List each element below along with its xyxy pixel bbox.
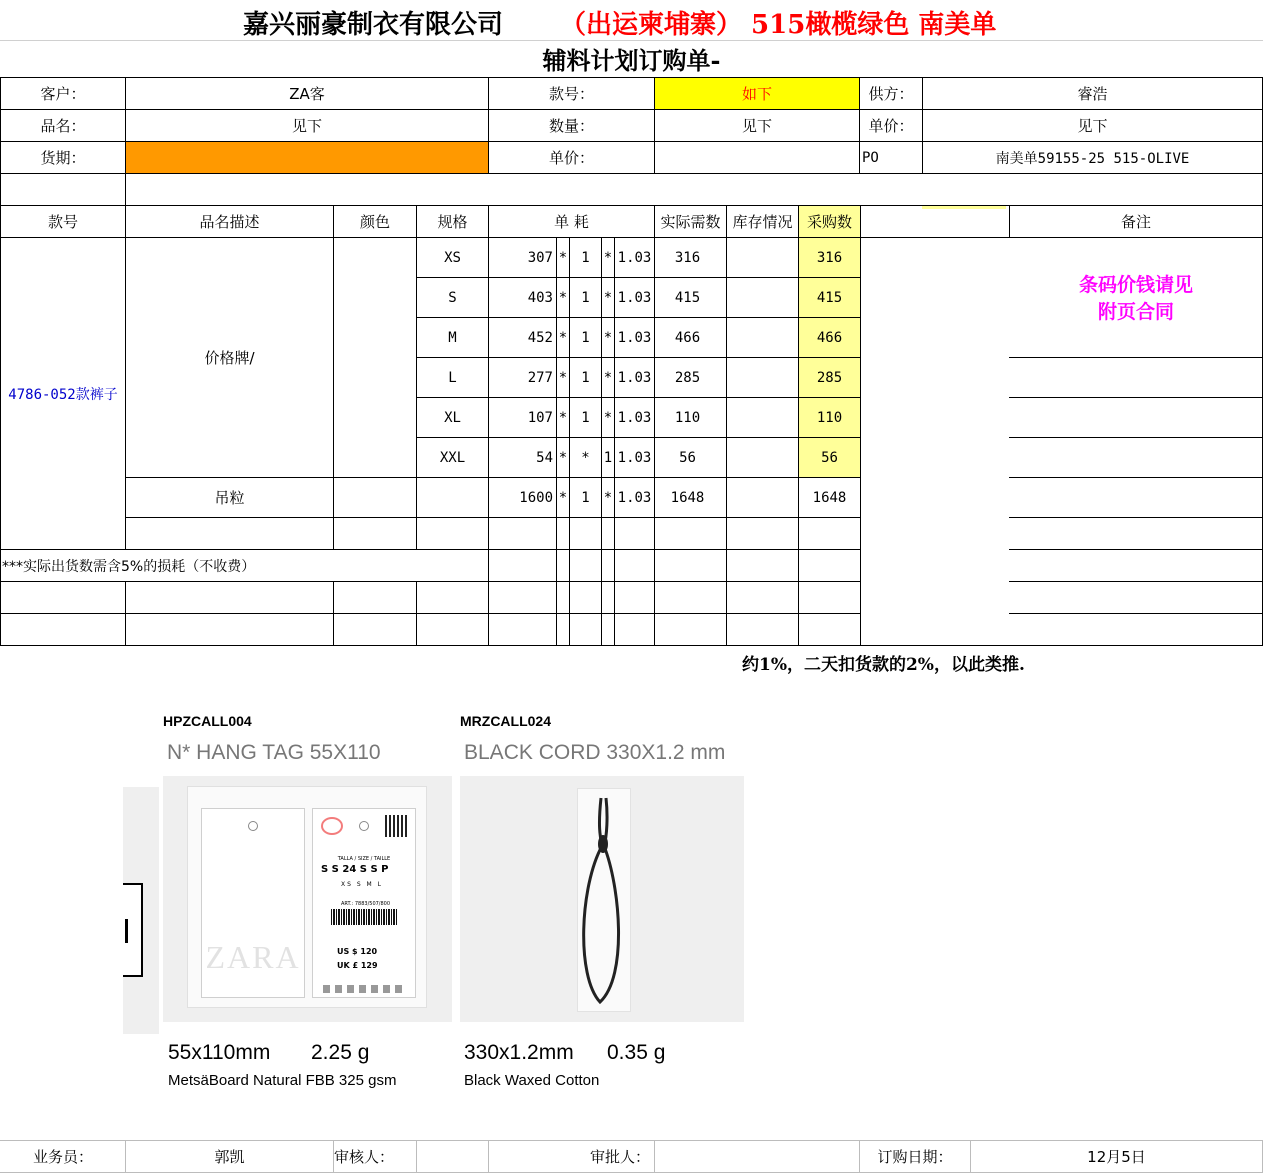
col-header-size: 规格 (437, 213, 468, 231)
brand-watermark: ZARA (205, 939, 301, 975)
actual-cell: 285 (674, 369, 701, 386)
company-name: 嘉兴丽豪制衣有限公司 (243, 10, 504, 40)
remark-line-2: 附页合同 (1097, 301, 1174, 323)
salesman-label: 业务员： (32, 1148, 93, 1166)
product-name-1: N* HANG TAG 55X110 (167, 741, 381, 764)
actual-cell: 415 (674, 289, 701, 306)
multiplier-cell: 1 (581, 369, 590, 386)
tag-size-header: TALLA / SIZE / TAILLE (337, 856, 391, 862)
actual-cell: 110 (674, 409, 701, 426)
size-cell: XXL (439, 449, 466, 466)
tag-size-row: S S 24 S S P (321, 864, 389, 875)
order-date-value: 12月5日 (1087, 1148, 1146, 1166)
hang-tag-image (163, 776, 452, 1022)
style-label: 款号： (548, 85, 594, 103)
multiplier-cell: 1 (581, 289, 590, 306)
product-weight-1: 2.25 g (311, 1041, 370, 1064)
remark-note (1010, 272, 1262, 326)
factor-cell: 1.03 (617, 289, 652, 306)
shipment-route: （出运柬埔寨） 515橄榄绿色 南美单 (560, 10, 997, 40)
product-code-1: HPZCALL004 (163, 713, 252, 729)
order-qty-cell: 107 (527, 409, 553, 426)
price-label: 单价： (548, 149, 594, 167)
multiplier-cell: 1 (581, 329, 590, 346)
product-code-2: MRZCALL024 (460, 713, 552, 729)
hang-actual: 1648 (670, 489, 705, 506)
purchase-cell: 110 (799, 398, 860, 437)
quantity-value: 见下 (741, 117, 772, 135)
product-size-2: 330x1.2mm (464, 1041, 574, 1064)
yellow-fragment (922, 206, 1006, 209)
operator-cell: * (558, 369, 568, 386)
unit-price-value: 见下 (1077, 117, 1108, 135)
tag-art-code: ART.: 7883/507/800 (341, 901, 391, 907)
style-code: 4786-052款裤子 (8, 386, 118, 403)
factor-cell: 1.03 (617, 369, 652, 386)
product-name-label: 品名： (40, 117, 86, 135)
operator-cell: * (558, 409, 568, 426)
delivery-value (126, 142, 488, 173)
left-image-fragment (123, 787, 159, 1034)
factor-cell: 1.03 (617, 329, 652, 346)
col-header-color: 颜色 (359, 213, 390, 231)
product-material-2: Black Waxed Cotton (464, 1072, 600, 1089)
product-weight-2: 0.35 g (607, 1041, 666, 1064)
remark-line-1: 条码价钱请见 (1078, 274, 1193, 296)
order-qty-cell: 403 (527, 289, 553, 306)
col-header-desc: 品名描述 (199, 213, 260, 231)
operator-cell: * (558, 449, 568, 466)
order-qty-cell: 307 (527, 249, 553, 266)
loss-note: ***实际出货数需含5%的损耗（不收费） (2, 558, 256, 575)
po-label: PO (862, 149, 879, 166)
operator-cell: * (558, 289, 568, 306)
col-header-style: 款号 (47, 213, 78, 231)
product-size-1: 55x110mm (168, 1041, 271, 1064)
multiplier-cell: 1 (581, 249, 590, 266)
order-qty-cell: 277 (527, 369, 553, 386)
cord-drawing (460, 776, 744, 1022)
factor-cell: 1.03 (617, 409, 652, 426)
style-value: 如下 (655, 78, 859, 109)
hang-qty: 1600 (519, 489, 553, 506)
hang-op-a: * (558, 489, 568, 506)
size-cell: XL (444, 409, 461, 426)
purchase-cell: 285 (799, 358, 860, 397)
reviewer-label: 审核人： (334, 1148, 395, 1166)
operator-cell: * (603, 369, 613, 386)
col-header-consumption: 单 耗 (554, 213, 589, 231)
operator-cell: * (603, 329, 613, 346)
form-title: 辅料计划订购单- (0, 40, 1263, 77)
tag-price-uk: UK £ 129 (337, 961, 378, 970)
tag-price-us: US $ 120 (337, 947, 378, 956)
operator-cell: * (558, 249, 568, 266)
col-header-stock: 库存情况 (732, 213, 793, 231)
size-cell: M (448, 329, 457, 346)
supplier-value: 睿浩 (1077, 85, 1108, 103)
salesman-value: 郭凯 (214, 1148, 245, 1166)
purchase-cell: 316 (799, 238, 860, 277)
product-material-1: MetsäBoard Natural FBB 325 gsm (168, 1072, 397, 1089)
item-hang-bead: 吊粒 (214, 489, 245, 507)
actual-cell: 466 (674, 329, 701, 346)
hang-factor: 1.03 (617, 489, 652, 506)
order-qty-cell: 452 (527, 329, 553, 346)
customer-label: 客户： (40, 85, 86, 103)
operator-cell: 1 (603, 449, 613, 466)
operator-cell: * (558, 329, 568, 346)
col-header-remark: 备注 (1120, 213, 1151, 231)
multiplier-cell: 1 (581, 409, 590, 426)
customer-value: ZA客 (289, 85, 325, 103)
item-price-tag: 价格牌/ (204, 349, 255, 367)
quantity-label: 数量： (548, 117, 594, 135)
col-header-actual: 实际需数 (660, 213, 721, 231)
po-value: 南美单59155-25 515-OLIVE (995, 150, 1190, 167)
actual-cell: 56 (679, 449, 696, 466)
purchase-cell: 466 (799, 318, 860, 357)
actual-cell: 316 (674, 249, 701, 266)
price-value (655, 142, 859, 173)
operator-cell: * (603, 409, 613, 426)
size-cell: S (448, 289, 457, 306)
factor-cell: 1.03 (617, 249, 652, 266)
size-cell: L (448, 369, 457, 386)
operator-cell: * (603, 289, 613, 306)
product-name-value: 见下 (291, 117, 322, 135)
penalty-note: 约1%，二天扣货款的2%，以此类推. (742, 655, 1025, 675)
size-cell: XS (444, 249, 461, 266)
order-date-label: 订购日期： (877, 1148, 953, 1166)
multiplier-cell: * (581, 449, 590, 466)
factor-cell: 1.03 (617, 449, 652, 466)
approver-label: 审批人： (589, 1148, 650, 1166)
product-name-2: BLACK CORD 330X1.2 mm (464, 741, 726, 764)
hang-purchase: 1648 (812, 489, 847, 506)
document-title (0, 0, 1263, 40)
col-header-purchase: 采购数 (799, 206, 860, 237)
purchase-cell: 56 (799, 438, 860, 477)
operator-cell: * (603, 249, 613, 266)
cord-image (460, 776, 744, 1022)
hang-op-c: * (603, 489, 613, 506)
unit-price-label: 单价： (868, 117, 914, 135)
supplier-label: 供方： (868, 85, 914, 103)
delivery-label: 货期： (40, 149, 86, 167)
order-qty-cell: 54 (536, 449, 553, 466)
tag-size-letters: XS S M L (341, 881, 383, 888)
hang-mult: 1 (581, 489, 590, 506)
purchase-cell: 415 (799, 278, 860, 317)
